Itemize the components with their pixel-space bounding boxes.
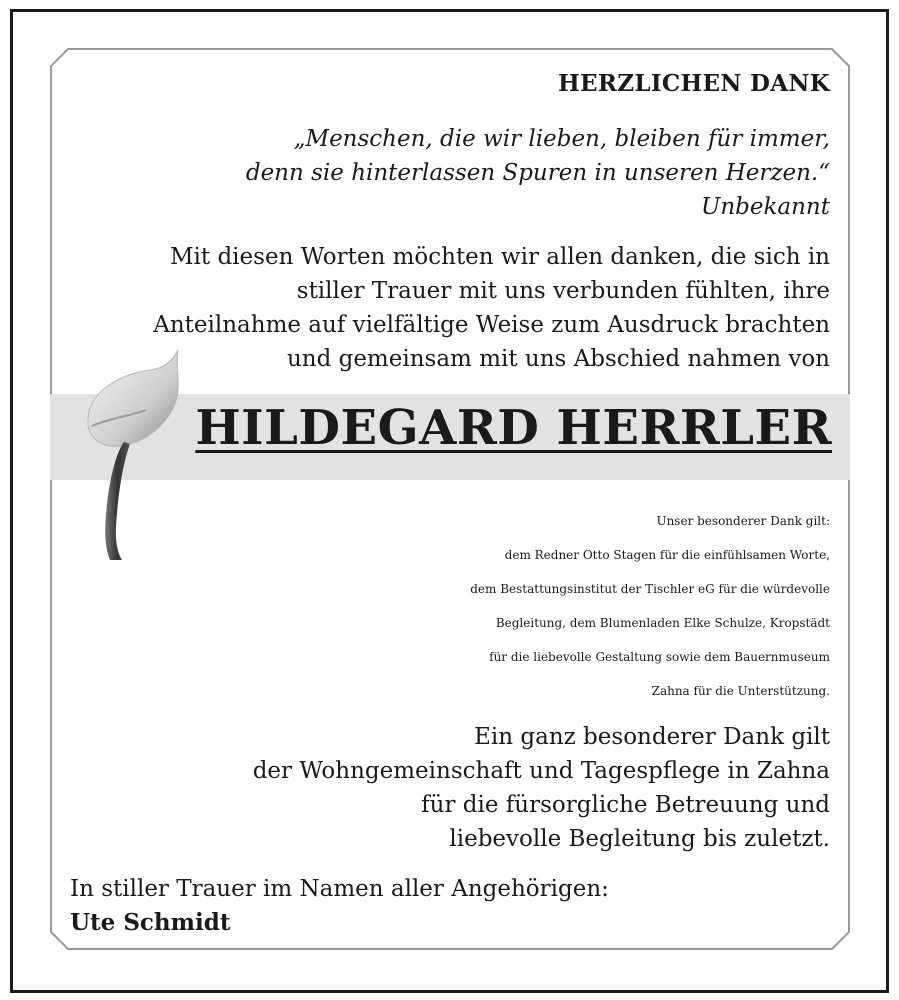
thanks-line-6: Zahna für die Unterstützung. <box>651 684 830 698</box>
special-thanks-line-3: für die fürsorgliche Betreuung und <box>421 792 830 818</box>
quote-line-2: denn sie hinterlassen Spuren in unseren Herzen.“ <box>245 160 830 186</box>
special-thanks-text <box>70 720 830 856</box>
quote-author: Unbekannt <box>700 194 830 220</box>
thanks-line-2: dem Redner Otto Stagen für die einfühlsamen Worte, <box>504 548 830 562</box>
thanks-text <box>40 504 830 708</box>
deceased-name: HILDEGARD HERRLER <box>195 400 832 456</box>
thanks-line-5: für die liebevolle Gestaltung sowie dem Bauernmuseum <box>489 650 830 664</box>
notice-content <box>50 48 850 950</box>
closing <box>70 872 609 940</box>
special-thanks-line-4: liebevolle Begleitung bis zuletzt. <box>449 826 830 852</box>
special-thanks-line-1: Ein ganz besonderer Dank gilt <box>474 724 830 750</box>
quote <box>246 122 830 224</box>
special-thanks-line-2: der Wohngemeinschaft und Tagespflege in Zahna <box>252 758 830 784</box>
intro-line-1: Mit diesen Worten möchten wir allen danken, die sich in <box>170 244 830 270</box>
thanks-line-3: dem Bestattungsinstitut der Tischler eG für die würdevolle <box>470 582 830 596</box>
closing-text: In stiller Trauer im Namen aller Angehörigen: <box>70 876 609 902</box>
quote-line-1: „Menschen, die wir lieben, bleiben für immer, <box>293 126 830 152</box>
intro-line-4: und gemeinsam mit uns Abschied nahmen von <box>286 346 830 372</box>
thanks-line-1: Unser besonderer Dank gilt: <box>656 514 830 528</box>
notice-heading: HERZLICHEN DANK <box>558 70 830 97</box>
intro-line-3: Anteilnahme auf vielfältige Weise zum Ausdruck brachten <box>153 312 830 338</box>
thanks-line-4: Begleitung, dem Blumenladen Elke Schulze, Kropstädt <box>495 616 830 630</box>
signer-name: Ute Schmidt <box>70 909 231 936</box>
intro-line-2: stiller Trauer mit uns verbunden fühlten, ihre <box>296 278 830 304</box>
